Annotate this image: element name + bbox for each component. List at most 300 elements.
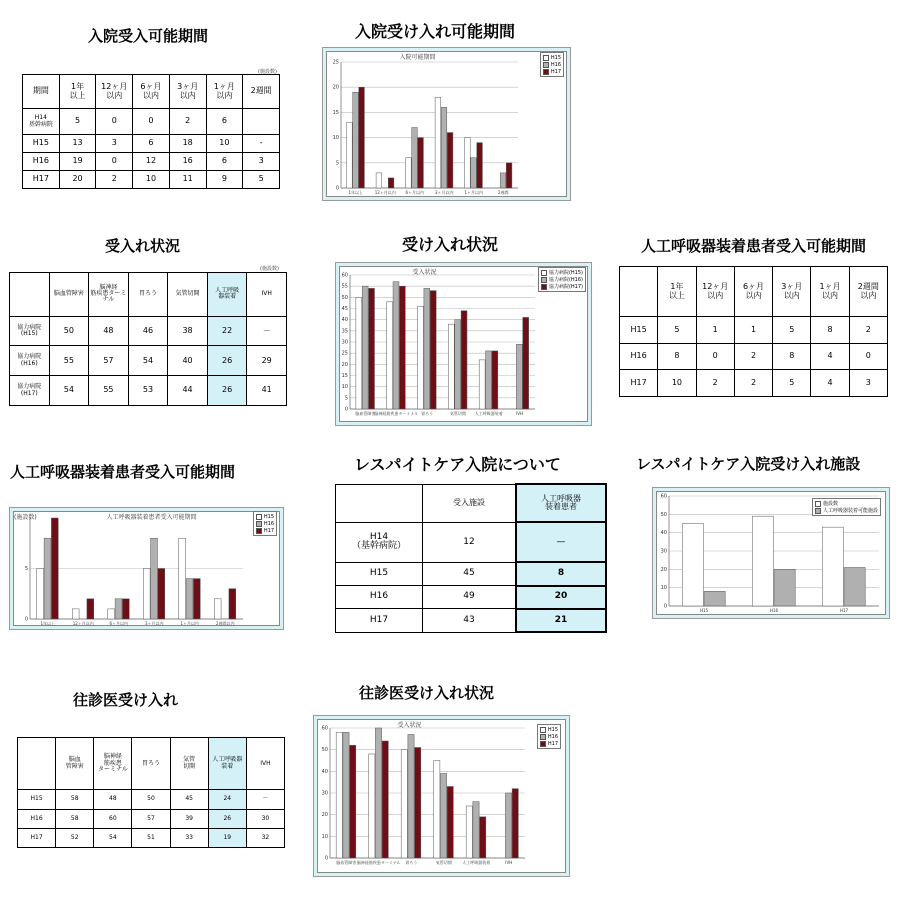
table3-header-cell: 気管切開	[168, 273, 208, 317]
legend-item	[256, 527, 274, 534]
bar	[523, 317, 529, 409]
table5-cell: 1	[696, 317, 734, 344]
table3-cell: 54	[49, 376, 89, 406]
bar	[473, 802, 479, 858]
table1-header-cell: 6ヶ月 以内	[133, 75, 170, 109]
chart-inner-title: 入院可能期間	[399, 54, 436, 61]
table-row	[10, 376, 287, 406]
y-tick-label: 25	[341, 350, 348, 357]
chart-c10	[313, 715, 570, 877]
bar	[369, 288, 375, 409]
x-tick-label: 気管切開	[449, 411, 466, 416]
table7-cell: 12	[423, 522, 517, 562]
bar	[143, 569, 150, 620]
table-row	[10, 346, 287, 376]
bar	[115, 599, 122, 619]
table5-header-cell: 12ヶ月 以内	[696, 267, 734, 317]
table3-title: 受入れ状況	[105, 237, 181, 255]
table3-cell: 44	[168, 376, 208, 406]
y-tick-label: 0	[24, 616, 28, 623]
chart-legend	[538, 267, 586, 292]
bar	[774, 569, 795, 606]
x-tick-label: 12ヶ月以内	[72, 621, 94, 626]
table-row	[18, 828, 285, 847]
table3-cell: 40	[168, 346, 208, 376]
bar	[466, 806, 472, 858]
table7-cell: 45	[423, 562, 517, 585]
table5-cell: H15	[620, 317, 658, 344]
legend-swatch	[543, 62, 549, 68]
table3-header-cell: 脳血管障害	[49, 273, 89, 317]
chart8-title: レスパイトケア入院受け入れ施設	[636, 455, 861, 473]
y-tick-label: 0	[324, 855, 328, 862]
table1-cell: 19	[59, 153, 96, 171]
bar	[229, 589, 236, 619]
bar	[465, 138, 471, 188]
table5-cell: 4	[811, 343, 849, 370]
x-tick-label: H17	[839, 608, 849, 613]
x-tick-label: 脳血管障害	[336, 860, 357, 865]
y-tick-label: 10	[321, 833, 328, 840]
table1-unit: (施設数)	[258, 69, 277, 75]
x-tick-label: 12ヶ月以内	[374, 190, 396, 195]
table3-cell: 協力病院 (H17)	[10, 376, 50, 406]
chart-c4	[335, 262, 592, 426]
table9-cell: 45	[170, 790, 208, 809]
table1-cell	[243, 109, 280, 135]
table5-cell: 5	[658, 317, 696, 344]
bar	[441, 107, 447, 188]
table5-cell: 0	[849, 343, 887, 370]
legend-label: H16	[263, 520, 274, 527]
x-tick-label: 1年以上	[40, 621, 56, 626]
table3	[9, 272, 287, 406]
bar	[382, 741, 388, 858]
legend-swatch	[540, 734, 546, 740]
table3-cell: 38	[168, 316, 208, 346]
table7-cell: —	[516, 522, 606, 562]
bar	[387, 302, 393, 409]
table7-cell: 20	[516, 586, 606, 609]
chart-svg	[323, 48, 570, 200]
table3-header-cell: IVH	[247, 273, 287, 317]
x-tick-label: 気管切開	[435, 860, 452, 865]
legend-swatch	[815, 508, 821, 514]
table5-header-cell: 6ヶ月 以内	[734, 267, 772, 317]
table7-cell: H14 （基幹病院）	[336, 522, 423, 562]
legend-label: 協力病院(H16)	[548, 277, 583, 283]
table9-cell: 26	[208, 809, 246, 828]
bar	[461, 311, 467, 409]
table5-cell: 2	[696, 370, 734, 397]
table7-cell: 21	[516, 609, 606, 632]
y-tick-label: 30	[341, 339, 348, 346]
x-tick-label: 胃ろう	[405, 860, 418, 865]
table3-cell: 46	[128, 316, 168, 346]
x-tick-label: 胃ろう	[421, 411, 434, 416]
legend-label: H16	[550, 61, 561, 68]
bar	[424, 288, 430, 409]
x-tick-label: 1ヶ月以内	[464, 190, 484, 195]
bar	[822, 527, 843, 606]
table1-cell: H17	[23, 170, 60, 188]
y-tick-label: 20	[660, 566, 667, 573]
bar	[506, 163, 512, 188]
y-tick-label: 25	[332, 59, 339, 66]
y-tick-label: 0	[335, 185, 339, 192]
table7-cell: 43	[423, 609, 517, 632]
chart-c6	[9, 507, 284, 630]
table5-header-cell: 1年 以上	[658, 267, 696, 317]
table9-cell: 54	[94, 828, 132, 847]
table3-cell: 26	[207, 346, 247, 376]
table1-cell: 13	[59, 135, 96, 153]
table1-cell: 0	[96, 153, 133, 171]
y-tick-label: 10	[332, 135, 339, 142]
table5	[619, 266, 888, 397]
table3-cell: 55	[49, 346, 89, 376]
legend-item	[541, 269, 583, 276]
bar	[393, 282, 399, 409]
x-tick-label: 脳神経筋疾患ターミナル	[374, 411, 419, 416]
table1-cell: 3	[243, 153, 280, 171]
bar	[505, 793, 511, 858]
table9-cell: 39	[170, 809, 208, 828]
table3-cell: 48	[89, 316, 129, 346]
bar	[434, 761, 440, 859]
bar	[479, 360, 485, 409]
legend-item	[815, 507, 878, 514]
table1-cell: 0	[96, 109, 133, 135]
table5-cell: 10	[658, 370, 696, 397]
chart-legend	[812, 498, 881, 516]
y-tick-label: 30	[321, 790, 328, 797]
legend-label: 協力病院(H15)	[548, 270, 583, 276]
legend-swatch	[815, 501, 821, 507]
y-tick-label: 15	[332, 109, 339, 116]
y-tick-label: 60	[321, 725, 328, 732]
bar	[448, 324, 454, 409]
table1-header-cell: 2週間	[243, 75, 280, 109]
legend-label: H16	[547, 733, 558, 740]
y-tick-label: 40	[321, 768, 328, 775]
table3-cell: 22	[207, 316, 247, 346]
table3-cell: 協力病院 (H15)	[10, 316, 50, 346]
table-row	[23, 109, 280, 135]
table-row	[336, 609, 607, 632]
chart-inner-title: 人工呼吸器装着患者受入可能期間	[106, 514, 197, 521]
table5-cell: 8	[811, 317, 849, 344]
table1-cell: 11	[169, 170, 206, 188]
table3-header-cell: 胃ろう	[128, 273, 168, 317]
table7-cell: 8	[516, 562, 606, 585]
table5-header-cell: 3ヶ月 以内	[773, 267, 811, 317]
table5-cell: 3	[849, 370, 887, 397]
x-tick-label: 脳血管障害	[355, 411, 376, 416]
legend-label: 施設数	[822, 501, 838, 507]
table1-header-cell: 1ヶ月 以内	[206, 75, 243, 109]
table5-header-cell	[620, 267, 658, 317]
bar	[388, 178, 394, 188]
table1-header-cell: 期間	[23, 75, 60, 109]
y-tick-label: 50	[341, 294, 348, 301]
bar	[362, 286, 368, 409]
bar	[471, 158, 477, 188]
table-row	[620, 343, 888, 370]
bar	[516, 344, 522, 409]
table3-cell: 50	[49, 316, 89, 346]
table-row	[23, 135, 280, 153]
bar	[435, 97, 441, 188]
x-tick-label: 6ヶ月以内	[405, 190, 425, 195]
bar	[193, 579, 200, 619]
table1-cell: 18	[169, 135, 206, 153]
table5-cell: 0	[696, 343, 734, 370]
table7-header-cell: 受入施設	[423, 484, 517, 522]
bar	[356, 297, 362, 409]
table9-header-cell: 人工呼吸器 装着	[208, 738, 246, 790]
table-row	[18, 809, 285, 828]
y-tick-label: 0	[344, 406, 348, 413]
bar	[704, 591, 725, 606]
table3-cell: 41	[247, 376, 287, 406]
chart-c8	[652, 487, 890, 619]
table7-header-cell	[336, 484, 423, 522]
y-tick-label: 15	[341, 373, 348, 379]
table3-cell: 55	[89, 376, 129, 406]
table7-cell: H16	[336, 586, 423, 609]
bar	[151, 538, 158, 619]
table9-cell: H15	[18, 790, 56, 809]
bar	[336, 732, 342, 858]
table9-header-cell: 気管 切開	[170, 738, 208, 790]
legend-item	[540, 726, 558, 733]
bar	[37, 569, 44, 620]
table3-cell: 54	[128, 346, 168, 376]
chart10-title: 往診医受け入れ状況	[359, 684, 495, 702]
x-tick-label: 6ヶ月以内	[109, 621, 129, 626]
chart-legend	[537, 724, 561, 749]
table-row	[336, 586, 607, 609]
legend-item	[540, 733, 558, 740]
y-tick-label: 30	[660, 548, 667, 555]
legend-label: H17	[263, 527, 274, 534]
bar	[455, 320, 461, 409]
x-tick-label: 1年以上	[348, 190, 364, 195]
table5-cell: H17	[620, 370, 658, 397]
bar	[682, 524, 703, 607]
table7-header-cell: 人工呼吸器 装着患者	[516, 484, 606, 522]
legend-item	[543, 54, 561, 61]
table5-cell: 2	[734, 370, 772, 397]
legend-swatch	[256, 528, 262, 534]
chart-inner-title: 受入状況	[412, 269, 437, 276]
table9-cell: 48	[94, 790, 132, 809]
table-row	[10, 316, 287, 346]
bar	[477, 143, 483, 188]
table3-cell: 53	[128, 376, 168, 406]
bar	[486, 351, 492, 409]
table9-cell: H17	[18, 828, 56, 847]
bar	[353, 92, 359, 188]
legend-swatch	[256, 521, 262, 527]
bar	[214, 599, 221, 619]
chart-legend	[253, 511, 277, 536]
legend-swatch	[543, 55, 549, 61]
table-row	[620, 317, 888, 344]
bar	[440, 774, 446, 859]
x-tick-label: H16	[769, 608, 779, 613]
table1-cell: 5	[59, 109, 96, 135]
table1-cell: 0	[133, 109, 170, 135]
table5-cell: 4	[811, 370, 849, 397]
y-tick-label: 0	[663, 603, 667, 610]
bar	[375, 728, 381, 858]
table3-header-cell: 人工呼吸 器装着	[207, 273, 247, 317]
bar	[844, 568, 865, 607]
bar	[44, 538, 51, 619]
table1-cell: 3	[96, 135, 133, 153]
bar	[447, 133, 453, 188]
table-row	[336, 562, 607, 585]
legend-item	[543, 61, 561, 68]
legend-swatch	[541, 277, 547, 283]
x-tick-label: 脳神経筋疾患ターミナル	[356, 860, 401, 865]
table1-cell: 9	[206, 170, 243, 188]
y-tick-label: 45	[341, 306, 348, 312]
table3-cell: 26	[207, 376, 247, 406]
legend-label: 人工呼吸器装着可能施設	[822, 508, 878, 514]
bar	[51, 518, 58, 619]
y-tick-label: 40	[341, 317, 348, 324]
x-tick-label: 2週間以内	[215, 621, 235, 626]
table1-cell: 20	[59, 170, 96, 188]
table1-cell: 16	[169, 153, 206, 171]
bar	[179, 538, 186, 619]
table9-title: 往診医受け入れ	[73, 691, 179, 709]
legend-swatch	[540, 727, 546, 733]
table9-cell: 51	[132, 828, 170, 847]
legend-label: H17	[550, 68, 561, 75]
bar	[399, 286, 405, 409]
table9-header-cell: 脳血 管障害	[56, 738, 94, 790]
table7	[335, 483, 607, 633]
table1-cell: 6	[133, 135, 170, 153]
bar	[415, 748, 421, 859]
table5-cell: 5	[773, 317, 811, 344]
table3-header-cell: 脳神経 筋疾患ターミナル	[89, 273, 129, 317]
bar	[347, 122, 353, 188]
y-tick-label: 40	[660, 530, 667, 537]
chart-legend	[540, 52, 564, 77]
table9-header-cell: 脳神経 筋疾患 ターミナル	[94, 738, 132, 790]
bar	[500, 173, 506, 188]
legend-label: H15	[547, 726, 558, 733]
table-row	[336, 522, 607, 562]
x-tick-label: 1ヶ月以内	[180, 621, 200, 626]
y-tick-label: 50	[660, 511, 667, 518]
table5-header-cell: 1ヶ月 以内	[811, 267, 849, 317]
bar	[343, 732, 349, 858]
table1-header-cell: 12ヶ月 以内	[96, 75, 133, 109]
table9-cell: 30	[246, 809, 284, 828]
bar	[418, 306, 424, 409]
chart-svg	[314, 716, 569, 876]
bar	[87, 599, 94, 619]
y-tick-label: 10	[341, 384, 348, 391]
y-tick-label: 5	[24, 566, 28, 572]
y-tick-label: 55	[341, 283, 348, 290]
table9-cell: 60	[94, 809, 132, 828]
y-tick-label: 20	[341, 361, 348, 368]
legend-item	[815, 500, 878, 507]
table1-cell: 5	[243, 170, 280, 188]
table3-cell: 29	[247, 346, 287, 376]
x-tick-label: IVH	[516, 411, 524, 416]
table9-cell: 33	[170, 828, 208, 847]
table5-header-cell: 2週間 以内	[849, 267, 887, 317]
table5-cell: 2	[734, 343, 772, 370]
table5-cell: H16	[620, 343, 658, 370]
y-axis-label: (施設数)	[14, 514, 37, 521]
table3-cell: －	[247, 316, 287, 346]
table1-header-cell: 3ヶ月 以内	[169, 75, 206, 109]
table5-cell: 5	[773, 370, 811, 397]
legend-label: H15	[550, 54, 561, 61]
y-tick-label: 50	[321, 747, 328, 754]
bar	[480, 817, 486, 858]
table1-header-cell: 1年 以上	[59, 75, 96, 109]
table1-cell: H16	[23, 153, 60, 171]
table-row	[18, 790, 285, 809]
table1-cell: 2	[96, 170, 133, 188]
table5-cell: 1	[734, 317, 772, 344]
legend-swatch	[541, 270, 547, 276]
bar	[752, 516, 773, 606]
x-tick-label: H15	[699, 608, 709, 613]
y-tick-label: 5	[335, 160, 339, 167]
chart-inner-title: 受入状況	[397, 722, 422, 729]
table3-unit: (施設数)	[260, 266, 279, 272]
table-row	[23, 153, 280, 171]
y-tick-label: 60	[341, 272, 348, 279]
y-tick-label: 10	[660, 585, 667, 592]
bar	[376, 173, 382, 188]
table1-cell: 10	[133, 170, 170, 188]
table7-title: レスパイトケア入院について	[354, 455, 561, 474]
y-tick-label: 35	[341, 328, 348, 335]
y-tick-label: 20	[332, 84, 339, 91]
bar	[186, 579, 193, 619]
table9-cell: 50	[132, 790, 170, 809]
table5-title: 人工呼吸器装着患者受入可能期間	[641, 237, 867, 255]
y-tick-label: 5	[344, 395, 348, 402]
legend-label: H17	[547, 740, 558, 747]
legend-item	[540, 740, 558, 747]
table1-cell: -	[243, 135, 280, 153]
table9-header-cell	[18, 738, 56, 790]
bar	[401, 750, 407, 858]
legend-item	[256, 513, 274, 520]
chart2-title: 入院受け入れ可能期間	[355, 22, 516, 41]
table9-cell: 58	[56, 809, 94, 828]
table1	[22, 74, 280, 189]
bar	[369, 754, 375, 858]
bar	[447, 787, 453, 859]
table3-header-cell	[10, 273, 50, 317]
table7-cell: H17	[336, 609, 423, 632]
legend-item	[541, 276, 583, 283]
